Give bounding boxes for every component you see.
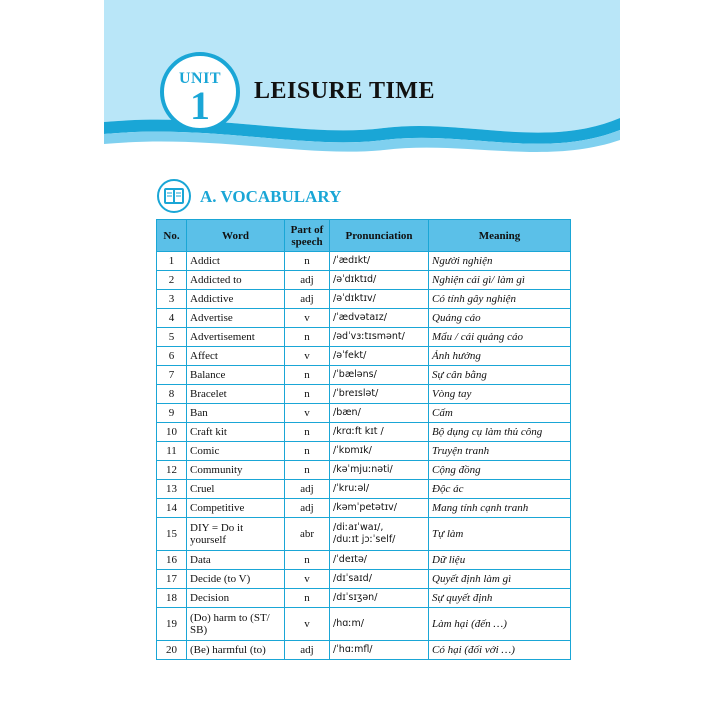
section-title: A. VOCABULARY xyxy=(200,187,342,206)
cell-pos: v xyxy=(285,347,330,366)
cell-meaning: Bộ dụng cụ làm thủ công xyxy=(429,423,571,442)
cell-meaning: Có hại (đối với …) xyxy=(429,641,571,660)
table-row xyxy=(157,347,571,366)
cell-pos: adj xyxy=(285,290,330,309)
cell-meaning: Có tính gây nghiện xyxy=(429,290,571,309)
cell-word: Balance xyxy=(187,366,285,385)
cell-meaning: Người nghiện xyxy=(429,252,571,271)
cell-pos: n xyxy=(285,366,330,385)
table-row xyxy=(157,499,571,518)
table-row xyxy=(157,309,571,328)
cell-pos: adj xyxy=(285,271,330,290)
cell-no: 18 xyxy=(157,589,187,608)
cell-no: 4 xyxy=(157,309,187,328)
table-row xyxy=(157,480,571,499)
unit-banner xyxy=(104,0,620,160)
cell-pronunciation: /kəmˈpetətɪv/ xyxy=(330,499,429,518)
cell-meaning: Sự cân bằng xyxy=(429,366,571,385)
cell-pos: n xyxy=(285,442,330,461)
cell-pronunciation: /dɪˈsaɪd/ xyxy=(330,570,429,589)
cell-pos: abr xyxy=(285,518,330,551)
cell-pronunciation: /əˈfekt/ xyxy=(330,347,429,366)
cell-pronunciation: /ˈhɑːmfl/ xyxy=(330,641,429,660)
book-letters-icon xyxy=(156,178,192,214)
textbook-page xyxy=(104,0,620,726)
cell-meaning: Quyết định làm gì xyxy=(429,570,571,589)
cell-meaning: Cộng đồng xyxy=(429,461,571,480)
cell-no: 2 xyxy=(157,271,187,290)
header-word: Word xyxy=(187,220,285,252)
table-row xyxy=(157,271,571,290)
cell-meaning: Làm hại (đến …) xyxy=(429,608,571,641)
cell-pos: n xyxy=(285,385,330,404)
cell-meaning: Nghiện cái gì/ làm gì xyxy=(429,271,571,290)
cell-pronunciation: /əˈdɪktɪd/ xyxy=(330,271,429,290)
cell-word: Comic xyxy=(187,442,285,461)
table-row xyxy=(157,518,571,551)
cell-meaning: Cấm xyxy=(429,404,571,423)
cell-pron-line1: /diːaɪˈwaɪ/, xyxy=(333,522,384,533)
cell-pos: n xyxy=(285,461,330,480)
cell-pronunciation: /kəˈmjuːnəti/ xyxy=(330,461,429,480)
cell-pos: n xyxy=(285,328,330,347)
cell-no: 19 xyxy=(157,608,187,641)
header-pronunciation: Pronunciation xyxy=(330,220,429,252)
cell-word: Advertisement xyxy=(187,328,285,347)
table-row xyxy=(157,252,571,271)
cell-meaning: Truyện tranh xyxy=(429,442,571,461)
cell-pronunciation: /ˈdeɪtə/ xyxy=(330,551,429,570)
table-row xyxy=(157,442,571,461)
cell-pronunciation: /ˈbreɪslət/ xyxy=(330,385,429,404)
cell-word: Addicted to xyxy=(187,271,285,290)
cell-word: Craft kit xyxy=(187,423,285,442)
table-row xyxy=(157,589,571,608)
cell-no: 17 xyxy=(157,570,187,589)
cell-meaning: Sự quyết định xyxy=(429,589,571,608)
cell-word: Data xyxy=(187,551,285,570)
cell-word xyxy=(187,608,285,641)
table-row xyxy=(157,290,571,309)
cell-meaning: Vòng tay xyxy=(429,385,571,404)
header-part-of-speech xyxy=(285,220,330,252)
cell-no: 6 xyxy=(157,347,187,366)
cell-pos: v xyxy=(285,309,330,328)
cell-meaning: Dữ liệu xyxy=(429,551,571,570)
cell-pronunciation: /ˈædɪkt/ xyxy=(330,252,429,271)
cell-word-line2: yourself xyxy=(190,534,227,546)
vocabulary-section-heading xyxy=(156,178,576,214)
cell-pos: n xyxy=(285,589,330,608)
table-row xyxy=(157,385,571,404)
table-header-row xyxy=(157,220,571,252)
cell-meaning: Mẩu / cái quảng cáo xyxy=(429,328,571,347)
cell-pronunciation: /ˈkruːəl/ xyxy=(330,480,429,499)
cell-meaning: Quảng cáo xyxy=(429,309,571,328)
cell-pronunciation: /dɪˈsɪʒən/ xyxy=(330,589,429,608)
vocabulary-table xyxy=(156,219,571,660)
cell-word xyxy=(187,518,285,551)
cell-pron-line2: /duːɪt jɔːˈself/ xyxy=(333,534,396,545)
cell-pos: v xyxy=(285,608,330,641)
cell-no: 1 xyxy=(157,252,187,271)
cell-meaning: Ảnh hưởng xyxy=(429,347,571,366)
cell-word-line1: DIY = Do it xyxy=(190,522,244,534)
cell-no: 13 xyxy=(157,480,187,499)
cell-word-line1: (Do) harm to (ST/ xyxy=(190,612,270,624)
cell-word: Affect xyxy=(187,347,285,366)
cell-word: Decision xyxy=(187,589,285,608)
header-meaning: Meaning xyxy=(429,220,571,252)
table-row xyxy=(157,641,571,660)
header-pos-line1: Part of xyxy=(290,223,324,236)
cell-no: 3 xyxy=(157,290,187,309)
cell-pronunciation: /ədˈvɜːtɪsmənt/ xyxy=(330,328,429,347)
cell-word: Decide (to V) xyxy=(187,570,285,589)
unit-badge xyxy=(160,52,240,132)
unit-number: 1 xyxy=(190,83,210,128)
cell-no: 12 xyxy=(157,461,187,480)
cell-no: 15 xyxy=(157,518,187,551)
cell-pos: adj xyxy=(285,480,330,499)
cell-pos: adj xyxy=(285,641,330,660)
cell-no: 5 xyxy=(157,328,187,347)
cell-no: 14 xyxy=(157,499,187,518)
unit-title: LEISURE TIME xyxy=(254,78,435,104)
cell-pos: v xyxy=(285,404,330,423)
cell-pos: v xyxy=(285,570,330,589)
table-row xyxy=(157,423,571,442)
cell-meaning: Mang tính cạnh tranh xyxy=(429,499,571,518)
cell-word: Addictive xyxy=(187,290,285,309)
cell-pronunciation: /bæn/ xyxy=(330,404,429,423)
table-row xyxy=(157,570,571,589)
cell-pos: adj xyxy=(285,499,330,518)
cell-word: Cruel xyxy=(187,480,285,499)
cell-pos: n xyxy=(285,252,330,271)
cell-pronunciation: /ˈædvətaɪz/ xyxy=(330,309,429,328)
cell-word: Community xyxy=(187,461,285,480)
table-row xyxy=(157,404,571,423)
cell-pronunciation: /hɑːm/ xyxy=(330,608,429,641)
table-row xyxy=(157,608,571,641)
cell-meaning: Tự làm xyxy=(429,518,571,551)
cell-pronunciation: /əˈdɪktɪv/ xyxy=(330,290,429,309)
table-row xyxy=(157,366,571,385)
cell-word: (Be) harmful (to) xyxy=(187,641,285,660)
cell-pos: n xyxy=(285,423,330,442)
cell-word: Addict xyxy=(187,252,285,271)
cell-no: 16 xyxy=(157,551,187,570)
cell-no: 20 xyxy=(157,641,187,660)
cell-word-line2: SB) xyxy=(190,624,208,636)
cell-pronunciation: /ˈbæləns/ xyxy=(330,366,429,385)
cell-no: 11 xyxy=(157,442,187,461)
table-row xyxy=(157,328,571,347)
cell-pronunciation: /ˈkɒmɪk/ xyxy=(330,442,429,461)
cell-word: Bracelet xyxy=(187,385,285,404)
cell-word: Competitive xyxy=(187,499,285,518)
table-row xyxy=(157,461,571,480)
cell-word: Ban xyxy=(187,404,285,423)
cell-pronunciation xyxy=(330,518,429,551)
cell-no: 10 xyxy=(157,423,187,442)
cell-pos: n xyxy=(285,551,330,570)
unit-label: UNIT xyxy=(178,70,221,87)
cell-meaning: Độc ác xyxy=(429,480,571,499)
table-row xyxy=(157,551,571,570)
cell-no: 8 xyxy=(157,385,187,404)
cell-no: 7 xyxy=(157,366,187,385)
header-no: No. xyxy=(157,220,187,252)
header-pos-line2: speech xyxy=(291,235,323,248)
cell-no: 9 xyxy=(157,404,187,423)
cell-pronunciation: /krɑːft kɪt / xyxy=(330,423,429,442)
cell-word: Advertise xyxy=(187,309,285,328)
